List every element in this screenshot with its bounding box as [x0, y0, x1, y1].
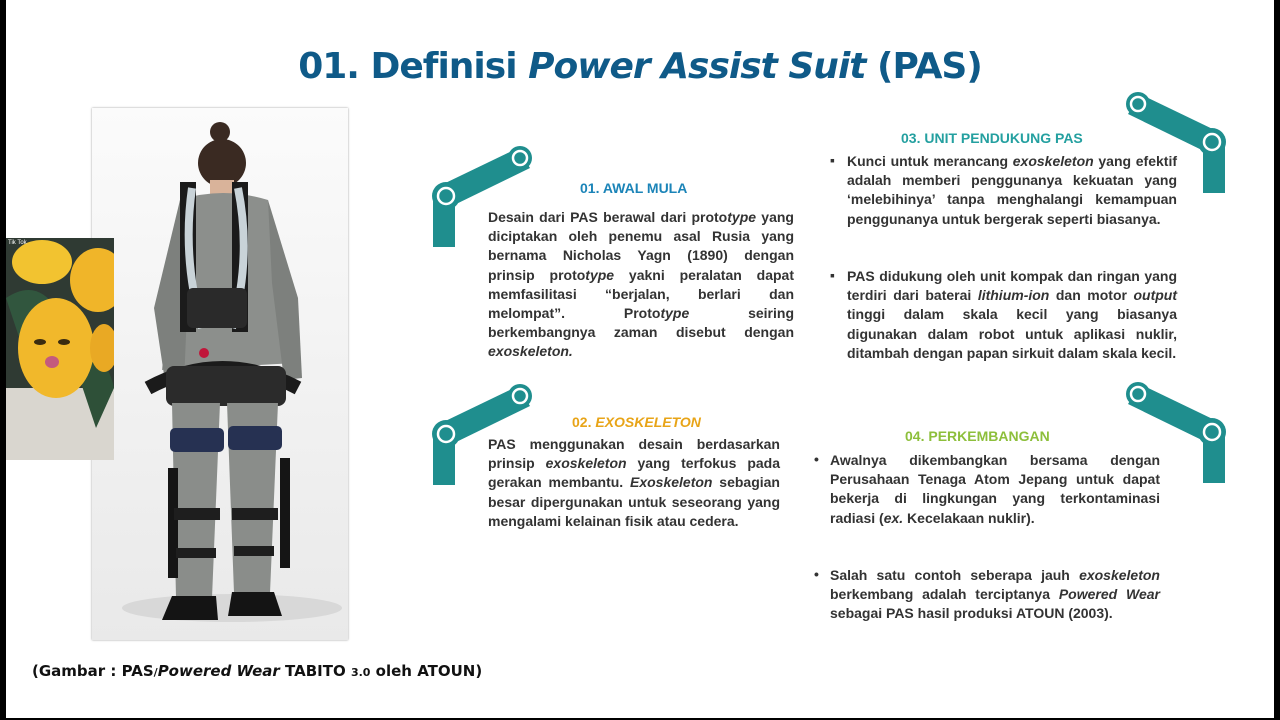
awal-mula-text: Desain dari PAS berawal dari prototype yang diciptakan oleh penemu asal Rusia yang bernama Nicholas Yagn (1890) dengan prinsip prototype yakni peralatan dapat memfasilitasi “berjalan, berlari dan melompat”. Prototype seiring berkembangnya zaman disebut dengan exoskeleton. — [488, 209, 794, 360]
bullet-icon: ▪ — [830, 152, 835, 168]
perkembangan-text-1: Awalnya dikembangkan bersama dengan Perusahaan Tenaga Atom Jepang untuk dapat bekerja di lingkungan yang terkontaminasi radiasi (ex. Kecelakaan nuklir). — [830, 452, 1160, 526]
unit-pendukung-text-1: Kunci untuk merancang exoskeleton yang efektif adalah memberi penggunanya kekuatan yang ‘melebihinya’ tanpa menghalangi kemampuan penggunanya untuk bergerak seperti biasanya. — [847, 153, 1177, 227]
slide — [6, 0, 1274, 718]
pas-photo — [92, 108, 348, 640]
overlay-label: Tik Tok — [8, 240, 27, 246]
slide-title: 01. Definisi Power Assist Suit (PAS) — [298, 46, 982, 87]
image-caption: (Gambar : PAS/Powered Wear TABITO 3.0 oleh ATOUN) — [32, 662, 483, 680]
bullet-icon: • — [814, 566, 819, 582]
unit-pendukung-text-2: PAS didukung oleh unit kompak dan ringan yang terdiri dari baterai lithium-ion dan motor output tinggi dalam skala kecil yang biasanya digunakan dalam robot untuk aplikasi nuklir, ditambah dengan papan sirkuit dalam skala kecil. — [847, 268, 1177, 361]
bullet-icon: ▪ — [830, 267, 835, 283]
perkembangan-text-2: Salah satu contoh seberapa jauh exoskeleton berkembang adalah terciptanya Powered Wear sebagai PAS hasil produksi ATOUN (2003). — [830, 567, 1160, 622]
video-overlay-thumbnail — [6, 238, 114, 460]
unit-pendukung-heading: 03. UNIT PENDUKUNG PAS — [901, 130, 1083, 146]
perkembangan-heading: 04. PERKEMBANGAN — [905, 428, 1050, 444]
exoskeleton-heading: 02. EXOSKELETON — [572, 414, 701, 430]
exoskeleton-text: PAS menggunakan desain berdasarkan prinsip exoskeleton yang terfokus pada gerakan membantu. Exoskeleton sebagian besar dipergunakan untuk seseorang yang mengalami kelainan fisik atau cedera. — [488, 436, 780, 529]
bullet-icon: • — [814, 451, 819, 467]
awal-mula-heading: 01. AWAL MULA — [580, 180, 688, 196]
